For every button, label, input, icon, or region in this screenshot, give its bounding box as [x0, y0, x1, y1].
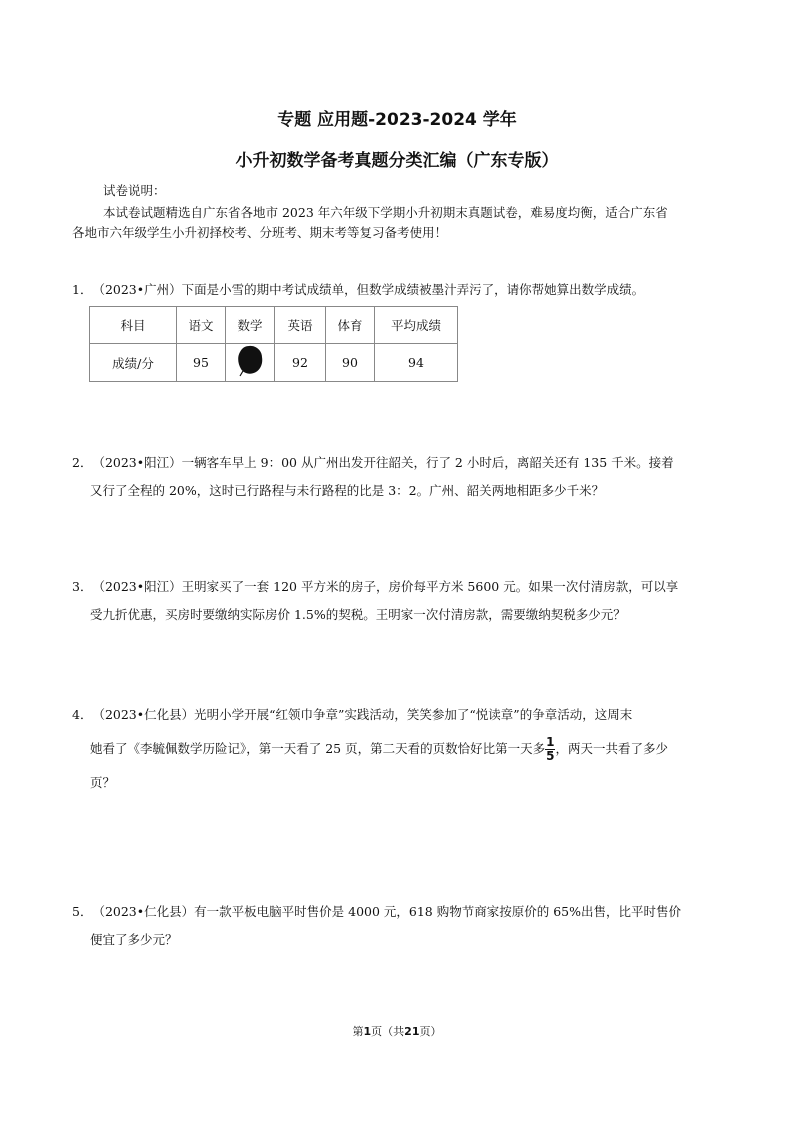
table-row [90, 344, 458, 382]
fraction-denominator: 5 [546, 749, 555, 763]
question-text: 又行了全程的 20%，这时已行路程与未行路程的比是 3：2。广州、韶关两地相距多少千米？ [90, 483, 605, 498]
table-cell: 90 [326, 344, 375, 382]
question-4 [72, 698, 722, 800]
footer-text: 页（共 [371, 1025, 405, 1038]
question-3 [72, 573, 722, 629]
page-total: 21 [404, 1025, 420, 1038]
table-cell: 95 [177, 344, 226, 382]
table-header-row [90, 307, 458, 344]
question-number: 4． [72, 707, 93, 722]
question-text: ，两天一共看了多少 [555, 741, 668, 756]
question-text: 受九折优惠，买房时要缴纳实际房价 1.5%的契税。王明家一次付清房款，需要缴纳契税多少元？ [90, 607, 626, 622]
table-header-cell: 数学 [226, 307, 275, 344]
question-text: （2023•仁化县）有一款平板电脑平时售价是 4000 元，618 购物节商家按原价的 65%出售，比平时售价 [92, 904, 681, 919]
question-number: 3． [72, 579, 93, 594]
question-number: 2． [72, 455, 93, 470]
question-text: 她看了《李毓佩数学历险记》，第一天看了 25 页，第二天看的页数恰好比第一天多 [90, 741, 546, 756]
intro-label: 试卷说明： [103, 183, 166, 198]
question-number: 5． [72, 904, 93, 919]
question-text: 便宜了多少元？ [90, 932, 178, 947]
table-header-cell: 语文 [177, 307, 226, 344]
page-number: 1 [363, 1025, 372, 1038]
question-text: （2023•仁化县）光明小学开展“红领巾争章”实践活动，笑笑参加了“悦读章”的争章活动，这周末 [92, 707, 633, 722]
question-text: （2023•阳江）王明家买了一套 120 平方米的房子，房价每平方米 5600 元。如果一次付清房款，可以享 [92, 579, 679, 594]
table-header-cell: 科目 [90, 307, 177, 344]
page-footer [0, 1023, 794, 1039]
question-5 [72, 898, 722, 954]
question-2 [72, 449, 722, 505]
score-table [89, 306, 458, 382]
fraction [545, 736, 555, 763]
table-header-cell: 平均成绩 [375, 307, 458, 344]
intro-text-line2: 各地市六年级学生小升初择校考、分班考、期末考等复习备考使用！ [72, 225, 448, 240]
footer-text: 第 [352, 1025, 364, 1038]
question-text: （2023•阳江）一辆客车早上 9：00 从广州出发开往韶关，行了 2 小时后，离韶关还有 135 千米。接着 [92, 455, 674, 470]
doc-title-line1: 专题 应用题-2023-2024 学年 [277, 110, 517, 130]
table-header-cell: 体育 [326, 307, 375, 344]
fraction-numerator: 1 [546, 735, 555, 749]
ink-blot-icon [235, 344, 265, 378]
question-text: （2023•广州）下面是小雪的期中考试成绩单，但数学成绩被墨汁弄污了，请你帮她算出数学成绩。 [92, 282, 645, 297]
table-header-cell: 英语 [275, 307, 326, 344]
table-cell: 92 [275, 344, 326, 382]
table-cell: 94 [375, 344, 458, 382]
question-1 [72, 276, 722, 304]
question-text: 页？ [90, 775, 116, 790]
ink-blot-cell [226, 344, 275, 382]
doc-title-line2: 小升初数学备考真题分类汇编（广东专版） [235, 151, 559, 171]
table-row-label: 成绩/分 [90, 344, 177, 382]
footer-text: 页） [419, 1025, 442, 1038]
question-number: 1． [72, 282, 93, 297]
intro-text-line1: 本试卷试题精选自广东省各地市 2023 年六年级下学期小升初期末真题试卷，难易度均衡，适合广东省 [103, 205, 668, 220]
